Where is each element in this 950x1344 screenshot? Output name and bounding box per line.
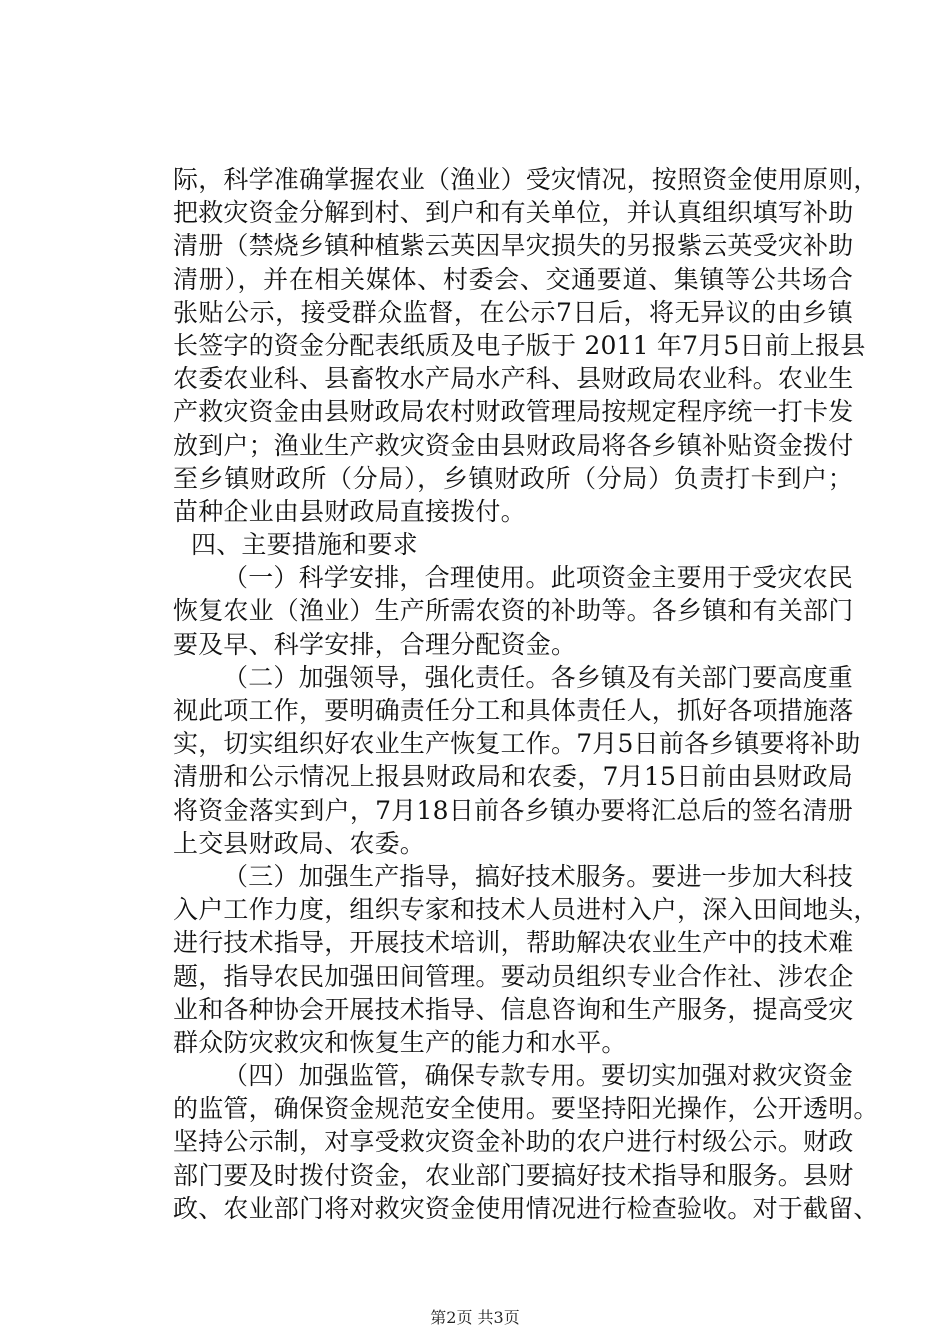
text-line: 进行技术指导，开展技术培训，帮助解决农业生产中的技术难 (173, 928, 854, 958)
text-line: 农委农业科、县畜牧水产局水产科、县财政局农业科。农业生 (173, 364, 854, 394)
text-line: （一）科学安排，合理使用。此项资金主要用于受灾农民 (223, 563, 854, 593)
text-line: （三）加强生产指导，搞好技术服务。要进一步加大科技 (223, 861, 854, 891)
text-line: （四）加强监管，确保专款专用。要切实加强对救灾资金 (223, 1061, 854, 1091)
text-line: 题，指导农民加强田间管理。要动员组织专业合作社、涉农企 (173, 961, 854, 991)
text-line: 张贴公示，接受群众监督，在公示7日后，将无异议的由乡镇 (173, 297, 853, 327)
text-line: 苗种企业由县财政局直接拨付。 (173, 496, 526, 526)
text-line: 要及早、科学安排，合理分配资金。 (173, 629, 577, 659)
text-line: 部门要及时拨付资金，农业部门要搞好技术指导和服务。县财 (173, 1160, 854, 1190)
text-line: 长签字的资金分配表纸质及电子版于 2011 年7月5日前上报县 (173, 330, 866, 360)
text-line: 把救灾资金分解到村、到户和有关单位，并认真组织填写补助 (173, 198, 854, 228)
text-line: 际，科学准确掌握农业（渔业）受灾情况，按照资金使用原则， (173, 165, 879, 194)
text-line: 上交县财政局、农委。 (173, 828, 426, 858)
text-line: 产救灾资金由县财政局农村财政管理局按规定程序统一打卡发 (173, 397, 854, 427)
text-line: 实，切实组织好农业生产恢复工作。7月5日前各乡镇要将补助 (173, 729, 861, 759)
document-body (173, 163, 879, 1225)
text-line: 的监管，确保资金规范安全使用。要坚持阳光操作，公开透明。 (173, 1094, 879, 1124)
text-line: 坚持公示制，对享受救灾资金补助的农户进行村级公示。财政 (173, 1127, 854, 1157)
page-footer: 第2页 共3页 (430, 1308, 520, 1327)
text-line: 至乡镇财政所（分局），乡镇财政所（分局）负责打卡到户； (173, 463, 853, 493)
text-line: 清册和公示情况上报县财政局和农委，7月15日前由县财政局 (173, 762, 853, 792)
text-line: 群众防灾救灾和恢复生产的能力和水平。 (173, 1027, 627, 1057)
text-line: 放到户；渔业生产救灾资金由县财政局将各乡镇补贴资金拨付 (173, 430, 854, 460)
text-line: 清册（禁烧乡镇种植紫云英因旱灾损失的另报紫云英受灾补助 (173, 231, 854, 261)
text-line: 四、主要措施和要求 (191, 530, 418, 560)
text-line: 恢复农业（渔业）生产所需农资的补助等。各乡镇和有关部门 (173, 596, 854, 626)
text-line: 视此项工作，要明确责任分工和具体责任人，抓好各项措施落 (173, 696, 854, 725)
text-line: 清册），并在相关媒体、村委会、交通要道、集镇等公共场合 (173, 264, 853, 294)
text-line: 业和各种协会开展技术指导、信息咨询和生产服务，提高受灾 (173, 994, 854, 1024)
text-line: 政、农业部门将对救灾资金使用情况进行检查验收。对于截留、 (173, 1193, 879, 1223)
text-line: 将资金落实到户，7月18日前各乡镇办要将汇总后的签名清册 (173, 795, 853, 825)
text-line: 入户工作力度，组织专家和技术人员进村入户，深入田间地头， (173, 895, 879, 925)
text-line: （二）加强领导，强化责任。各乡镇及有关部门要高度重 (223, 662, 854, 692)
